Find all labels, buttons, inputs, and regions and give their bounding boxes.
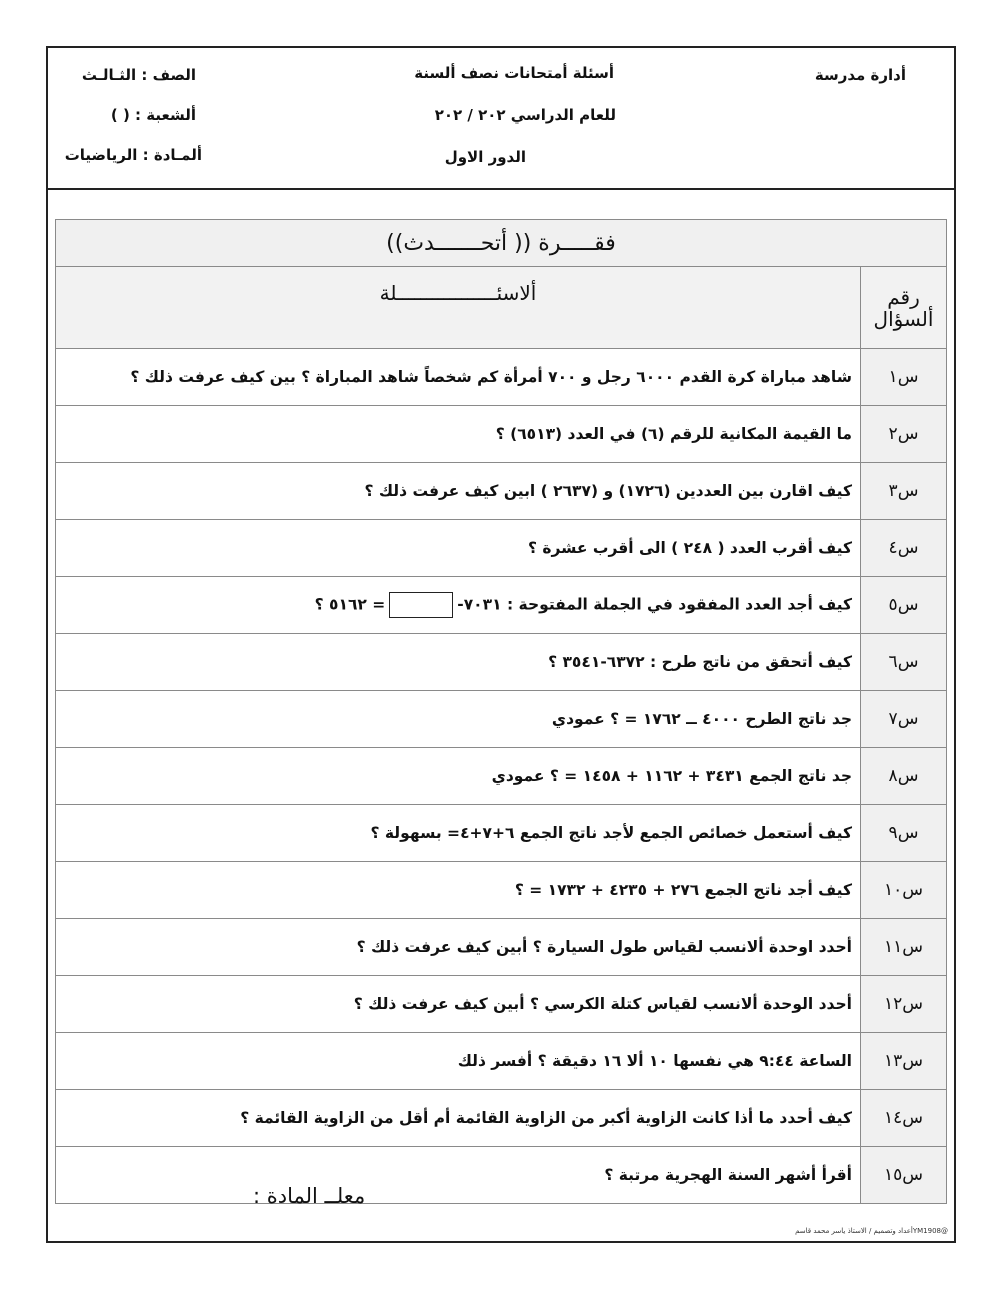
question-text-after: = ٥١٦٢ ؟	[314, 595, 386, 614]
question-row	[56, 406, 947, 463]
question-row	[56, 976, 947, 1033]
question-row	[56, 691, 947, 748]
question-row	[56, 1090, 947, 1147]
question-text: ما القيمة المكانية للرقم (٦) في العدد (٦٥١٣) ؟	[56, 406, 861, 463]
exam-round: الدور الاول	[444, 148, 526, 166]
question-number: س١٤	[861, 1090, 947, 1147]
question-row	[56, 520, 947, 577]
question-text: كيف أجد ناتج الجمع ٢٧٦ + ٤٢٣٥ + ١٧٣٢ = ؟	[56, 862, 861, 919]
question-number: س١٣	[861, 1033, 947, 1090]
column-header-number: رقم ألسؤال	[861, 267, 947, 349]
question-text: كيف اقارن بين العددين (١٧٢٦) و (٢٦٣٧ ) ابين كيف عرفت ذلك ؟	[56, 463, 861, 520]
grade-label: الصف : الثـالـث	[81, 66, 196, 84]
question-text: جد ناتج الجمع ٣٤٣١ + ١١٦٢ + ١٤٥٨ = ؟ عمودي	[56, 748, 861, 805]
section-title: فقـــــرة (( أتحـــــــدث))	[56, 220, 947, 267]
question-number: س٤	[861, 520, 947, 577]
section-title-row	[56, 220, 947, 267]
questions-table	[55, 219, 947, 1204]
question-number: س١٥	[861, 1147, 947, 1204]
question-text: كيف أستعمل خصائص الجمع لأجد ناتج الجمع ٦+٧+٤= بسهولة ؟	[56, 805, 861, 862]
school-name: أدارة مدرسة	[814, 66, 906, 84]
question-number: س٦	[861, 634, 947, 691]
section-label: ألشعبة : ( )	[110, 106, 196, 124]
question-row	[56, 1033, 947, 1090]
question-text: كيف أحدد ما أذا كانت الزاوية أكبر من الزاوية القائمة أم أقل من الزاوية القائمة ؟	[56, 1090, 861, 1147]
question-text: كيف أتحقق من ناتج طرح : ٦٣٧٢-٣٥٤١ ؟	[56, 634, 861, 691]
question-number: س١١	[861, 919, 947, 976]
question-number: س٣	[861, 463, 947, 520]
question-number: س٩	[861, 805, 947, 862]
questions-body	[56, 349, 947, 1204]
question-row	[56, 805, 947, 862]
question-row	[56, 1147, 947, 1204]
question-row	[56, 634, 947, 691]
question-row	[56, 349, 947, 406]
teacher-signature-label: معلــ المادة :	[253, 1184, 366, 1208]
question-text: أقرأ أشهر السنة الهجرية مرتبة ؟	[56, 1147, 861, 1204]
question-text: الساعة ٩:٤٤ هي نفسها ١٠ ألا ١٦ دقيقة ؟ أفسر ذلك	[56, 1033, 861, 1090]
column-header-questions: ألاسئـــــــــــــــــلة	[56, 267, 861, 349]
question-text: شاهد مباراة كرة القدم ٦٠٠٠ رجل و ٧٠٠ أمرأة كم شخصاً شاهد المباراة ؟ بين كيف عرفت ذلك ؟	[56, 349, 861, 406]
question-number: س٨	[861, 748, 947, 805]
question-row	[56, 463, 947, 520]
question-row	[56, 919, 947, 976]
question-text: جد ناتج الطرح ٤٠٠٠ ــ ١٧٦٢ = ؟ عمودي	[56, 691, 861, 748]
question-text: أحدد الوحدة ألانسب لقياس كتلة الكرسي ؟ أبين كيف عرفت ذلك ؟	[56, 976, 861, 1033]
question-number: س٥	[861, 577, 947, 634]
answer-blank-box[interactable]	[389, 592, 453, 618]
question-text: أحدد اوحدة ألانسب لقياس طول السيارة ؟ أبين كيف عرفت ذلك ؟	[56, 919, 861, 976]
question-text: كيف أقرب العدد ( ٢٤٨ ) الى أقرب عشرة ؟	[56, 520, 861, 577]
exam-header	[48, 48, 954, 190]
academic-year: للعام الدراسي ٢٠٢ / ٢٠٢	[434, 106, 616, 124]
question-row	[56, 748, 947, 805]
question-number: س٢	[861, 406, 947, 463]
exam-sheet	[46, 46, 956, 1243]
question-text	[56, 577, 861, 634]
column-header-row	[56, 267, 947, 349]
question-number: س١٢	[861, 976, 947, 1033]
question-text-before: كيف أجد العدد المفقود في الجملة المفتوحة : ٧٠٣١-	[457, 595, 852, 614]
question-number: س٧	[861, 691, 947, 748]
subject-label: ألمـادة : الرياضيات	[64, 146, 202, 164]
exam-title: أسئلة أمتحانات نصف ألسنة	[414, 64, 614, 82]
question-number: س١٠	[861, 862, 947, 919]
question-row	[56, 577, 947, 634]
question-row	[56, 862, 947, 919]
question-number: س١	[861, 349, 947, 406]
designer-credit: @YM1908أعداد وتصميم / الاستاذ ياسر محمد قاسم	[795, 1227, 948, 1235]
